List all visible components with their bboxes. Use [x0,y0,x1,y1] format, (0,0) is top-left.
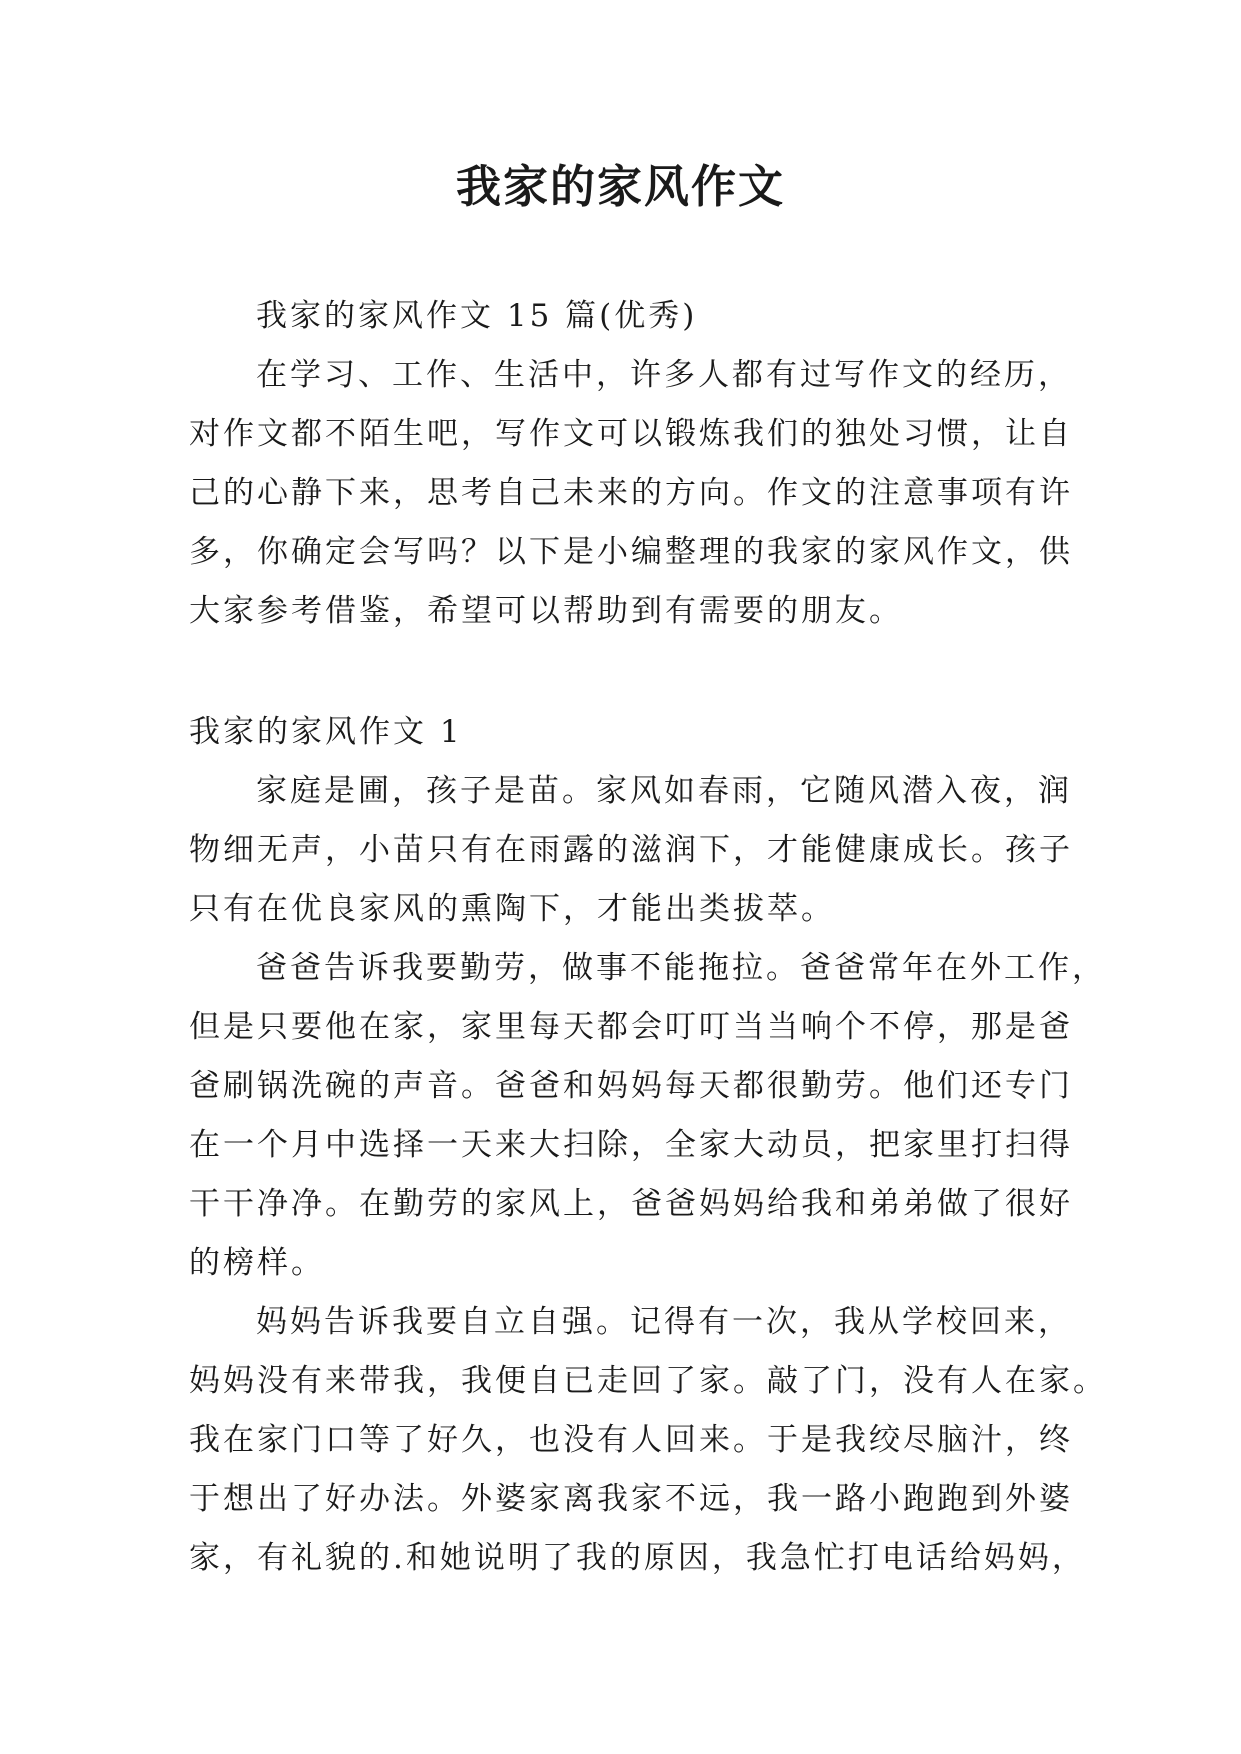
paragraph-line: 我在家门口等了好久，也没有人回来。于是我绞尽脑汁，终 [189,1422,1073,1458]
paragraph-line: 的榜样。 [189,1245,325,1281]
paragraph-line: 只有在优良家风的熏陶下，才能出类拔萃。 [189,891,835,927]
paragraph-line: 妈妈告诉我要自立自强。记得有一次，我从学校回来， [256,1304,1072,1340]
section-heading: 我家的家风作文 1 [189,714,463,750]
intro-line: 在学习、工作、生活中，许多人都有过写作文的经历， [256,357,1072,393]
document-title: 我家的家风作文 [455,160,785,213]
intro-line: 大家参考借鉴，希望可以帮助到有需要的朋友。 [189,593,903,629]
subtitle-line: 我家的家风作文 15 篇(优秀) [256,298,698,334]
paragraph-line: 但是只要他在家，家里每天都会叮叮当当响个不停，那是爸 [189,1009,1073,1045]
paragraph-line: 家庭是圃，孩子是苗。家风如春雨，它随风潜入夜，润 [256,773,1072,809]
paragraph-line: 物细无声，小苗只有在雨露的滋润下，才能健康成长。孩子 [189,832,1073,868]
paragraph-line: 家，有礼貌的.和她说明了我的原因，我急忙打电话给妈妈， [189,1540,1086,1576]
paragraph-line: 妈妈没有来带我，我便自已走回了家。敲了门，没有人在家。 [189,1363,1107,1399]
section-gap [189,641,1060,703]
paragraph-line: 于想出了好办法。外婆家离我家不远，我一路小跑跑到外婆 [189,1481,1073,1517]
intro-line: 对作文都不陌生吧，写作文可以锻炼我们的独处习惯，让自 [189,416,1073,452]
paragraph-line: 爸爸告诉我要勤劳，做事不能拖拉。爸爸常年在外工作， [256,950,1106,986]
paragraph-line: 在一个月中选择一天来大扫除，全家大动员，把家里打扫得 [189,1127,1073,1163]
paragraph-line: 爸刷锅洗碗的声音。爸爸和妈妈每天都很勤劳。他们还专门 [189,1068,1073,1104]
intro-line: 多，你确定会写吗？以下是小编整理的我家的家风作文，供 [189,534,1073,570]
intro-line: 己的心静下来，思考自己未来的方向。作文的注意事项有许 [189,475,1073,511]
document-body [189,287,1107,1588]
paragraph-line: 干干净净。在勤劳的家风上，爸爸妈妈给我和弟弟做了很好 [189,1186,1073,1222]
